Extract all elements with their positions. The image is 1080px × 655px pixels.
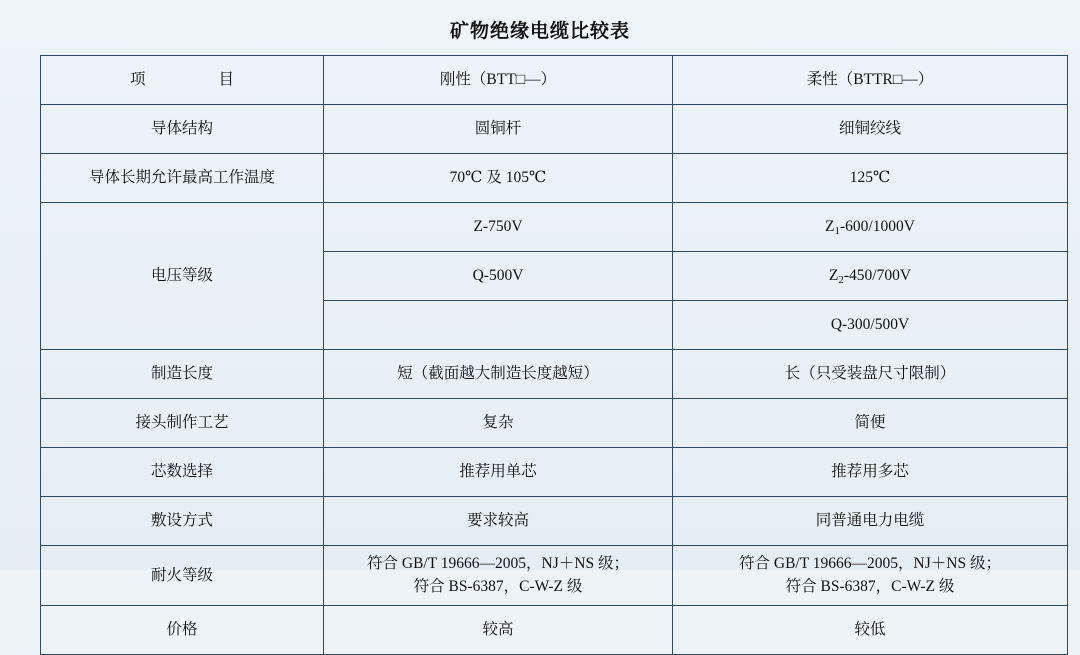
table-row — [41, 605, 1068, 654]
table-row — [41, 448, 1068, 497]
voltage-flexible-1-suffix: -600/1000V — [840, 218, 915, 236]
table-row — [41, 546, 1068, 606]
table-row — [41, 154, 1068, 203]
row-label-laying-method: 敷设方式 — [41, 497, 324, 546]
comparison-table-container — [40, 55, 1040, 655]
voltage-flexible-1-subscript: 1 — [834, 225, 841, 238]
cell-flexible-joint-process: 简便 — [673, 399, 1068, 448]
table-row — [41, 399, 1068, 448]
comparison-table — [40, 55, 1068, 655]
row-label-max-working-temperature: 导体长期允许最高工作温度 — [41, 154, 324, 203]
cell-flexible-core-count: 推荐用多芯 — [673, 448, 1068, 497]
cell-rigid-core-count: 推荐用单芯 — [324, 448, 673, 497]
cell-rigid-price: 较高 — [324, 605, 673, 654]
row-label-fire-resistance: 耐火等级 — [41, 546, 324, 606]
header-cell-item — [41, 56, 324, 105]
cell-flexible-fire-resistance — [673, 546, 1068, 606]
cell-rigid-joint-process: 复杂 — [324, 399, 673, 448]
cell-flexible-voltage-2 — [673, 252, 1068, 301]
cell-rigid-fire-resistance — [324, 546, 673, 606]
cell-flexible-max-working-temperature: 125℃ — [673, 154, 1068, 203]
header-cell-rigid: 刚性（BTT□—） — [324, 56, 673, 105]
voltage-flexible-1-prefix: Z — [825, 218, 835, 236]
table-row — [41, 203, 1068, 252]
voltage-flexible-2-subscript: 2 — [838, 274, 844, 287]
cell-rigid-max-working-temperature: 70℃ 及 105℃ — [324, 154, 673, 203]
voltage-flexible-2-suffix: -450/700V — [843, 267, 912, 285]
cell-rigid-fire-resistance-line1: 符合 GB/T 19666—2005，NJ＋NS 级； — [367, 555, 629, 572]
cell-rigid-voltage-1: Z-750V — [324, 203, 673, 252]
voltage-flexible-2-prefix: Z — [828, 267, 839, 285]
cell-flexible-conductor-structure: 细铜绞线 — [673, 105, 1068, 154]
row-label-core-count: 芯数选择 — [41, 448, 324, 497]
row-label-joint-process: 接头制作工艺 — [41, 399, 324, 448]
row-label-price: 价格 — [41, 605, 324, 654]
row-label-manufacturing-length: 制造长度 — [41, 350, 324, 399]
cell-rigid-voltage-2: Q-500V — [324, 252, 673, 301]
row-label-conductor-structure: 导体结构 — [41, 105, 324, 154]
header-item-label: 项 目 — [129, 71, 248, 89]
cell-flexible-fire-resistance-line2: 符合 BS-6387，C-W-Z 级 — [785, 578, 955, 596]
table-row — [41, 497, 1068, 546]
table-row — [41, 105, 1068, 154]
row-label-voltage-rating: 电压等级 — [41, 203, 324, 350]
cell-rigid-voltage-3-empty — [324, 301, 673, 350]
cell-flexible-voltage-1 — [673, 203, 1068, 252]
cell-rigid-conductor-structure: 圆铜杆 — [324, 105, 673, 154]
cell-flexible-manufacturing-length: 长（只受装盘尺寸限制） — [673, 350, 1068, 399]
table-row — [41, 350, 1068, 399]
header-cell-flexible: 柔性（BTTR□—） — [673, 56, 1068, 105]
cell-rigid-manufacturing-length: 短（截面越大制造长度越短） — [324, 350, 673, 399]
cell-rigid-laying-method: 要求较高 — [324, 497, 673, 546]
cell-flexible-price: 较低 — [673, 605, 1068, 654]
cell-flexible-laying-method: 同普通电力电缆 — [673, 497, 1068, 546]
page-title: 矿物绝缘电缆比较表 — [449, 21, 630, 42]
cell-flexible-fire-resistance-line1: 符合 GB/T 19666—2005，NJ＋NS 级； — [739, 555, 1001, 572]
cell-rigid-fire-resistance-line2: 符合 BS-6387，C-W-Z 级 — [413, 578, 583, 596]
table-header-row — [41, 56, 1068, 105]
cell-flexible-voltage-3: Q-300/500V — [673, 301, 1068, 350]
